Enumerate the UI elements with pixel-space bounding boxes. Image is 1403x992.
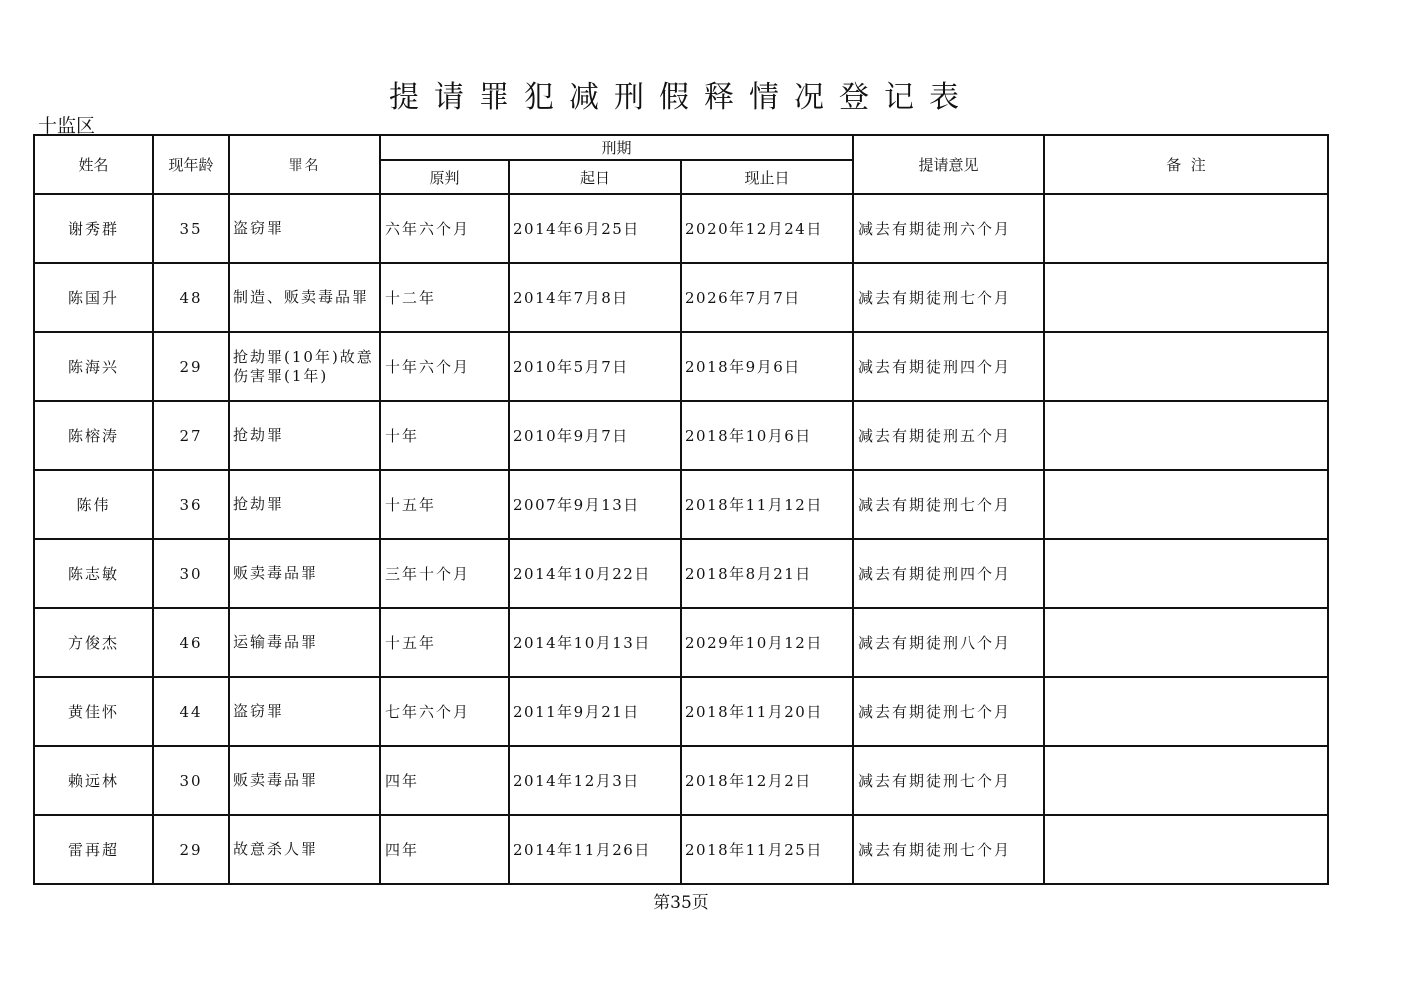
cell-age: 29 [153,815,229,884]
cell-crime: 盗窃罪 [229,677,380,746]
cell-start: 2014年6月25日 [509,194,681,263]
cell-age: 36 [153,470,229,539]
cell-age: 48 [153,263,229,332]
cell-end: 2018年11月20日 [681,677,853,746]
cell-name: 方俊杰 [34,608,153,677]
cell-name: 赖远林 [34,746,153,815]
cell-remarks [1044,401,1328,470]
cell-remarks [1044,332,1328,401]
table-row [34,263,1328,332]
header-opinion: 提请意见 [853,135,1044,194]
cell-crime: 抢劫罪 [229,401,380,470]
cell-age: 30 [153,539,229,608]
cell-end: 2018年11月25日 [681,815,853,884]
cell-original: 六年六个月 [380,194,509,263]
cell-opinion: 减去有期徒刑七个月 [853,263,1044,332]
table-row [34,677,1328,746]
header-crime: 罪名 [229,135,380,194]
header-remarks: 备 注 [1044,135,1328,194]
cell-start: 2014年7月8日 [509,263,681,332]
cell-remarks [1044,263,1328,332]
page-number: 第35页 [653,893,709,913]
cell-remarks [1044,539,1328,608]
table-row [34,746,1328,815]
cell-end: 2018年8月21日 [681,539,853,608]
cell-age: 27 [153,401,229,470]
cell-opinion: 减去有期徒刑七个月 [853,677,1044,746]
table-row [34,332,1328,401]
table-row [34,401,1328,470]
table-row [34,194,1328,263]
table-row [34,815,1328,884]
cell-age: 35 [153,194,229,263]
cell-opinion: 减去有期徒刑七个月 [853,746,1044,815]
cell-age: 46 [153,608,229,677]
cell-end: 2029年10月12日 [681,608,853,677]
header-age: 现年龄 [153,135,229,194]
cell-original: 十二年 [380,263,509,332]
cell-original: 四年 [380,815,509,884]
cell-original: 十年 [380,401,509,470]
cell-remarks [1044,194,1328,263]
cell-remarks [1044,746,1328,815]
cell-crime: 贩卖毒品罪 [229,539,380,608]
cell-start: 2011年9月21日 [509,677,681,746]
cell-age: 29 [153,332,229,401]
cell-end: 2018年10月6日 [681,401,853,470]
header-row-1 [34,135,1328,160]
cell-original: 三年十个月 [380,539,509,608]
cell-end: 2018年9月6日 [681,332,853,401]
cell-opinion: 减去有期徒刑七个月 [853,470,1044,539]
cell-name: 陈伟 [34,470,153,539]
cell-name: 谢秀群 [34,194,153,263]
cell-start: 2010年9月7日 [509,401,681,470]
cell-end: 2020年12月24日 [681,194,853,263]
cell-original: 十五年 [380,470,509,539]
cell-end: 2018年11月12日 [681,470,853,539]
page-title: 提请罪犯减刑假释情况登记表 [389,80,974,115]
table-row [34,608,1328,677]
header-start: 起日 [509,160,681,194]
cell-start: 2014年12月3日 [509,746,681,815]
cell-original: 十年六个月 [380,332,509,401]
cell-age: 30 [153,746,229,815]
cell-remarks [1044,677,1328,746]
cell-remarks [1044,815,1328,884]
header-name: 姓名 [34,135,153,194]
cell-remarks [1044,470,1328,539]
table-row [34,470,1328,539]
header-original: 原判 [380,160,509,194]
cell-start: 2010年5月7日 [509,332,681,401]
cell-start: 2007年9月13日 [509,470,681,539]
cell-crime: 抢劫罪(10年)故意伤害罪(1年) [229,332,380,401]
cell-start: 2014年10月13日 [509,608,681,677]
cell-name: 黄佳怀 [34,677,153,746]
cell-name: 陈榕涛 [34,401,153,470]
cell-crime: 故意杀人罪 [229,815,380,884]
cell-name: 陈志敏 [34,539,153,608]
cell-crime: 制造、贩卖毒品罪 [229,263,380,332]
cell-name: 陈海兴 [34,332,153,401]
cell-opinion: 减去有期徒刑四个月 [853,332,1044,401]
cell-remarks [1044,608,1328,677]
cell-opinion: 减去有期徒刑八个月 [853,608,1044,677]
cell-start: 2014年11月26日 [509,815,681,884]
cell-name: 雷再超 [34,815,153,884]
cell-opinion: 减去有期徒刑七个月 [853,815,1044,884]
register-table [33,134,1329,885]
header-end: 现止日 [681,160,853,194]
cell-name: 陈国升 [34,263,153,332]
cell-end: 2018年12月2日 [681,746,853,815]
cell-crime: 贩卖毒品罪 [229,746,380,815]
cell-opinion: 减去有期徒刑五个月 [853,401,1044,470]
cell-crime: 抢劫罪 [229,470,380,539]
cell-original: 十五年 [380,608,509,677]
cell-opinion: 减去有期徒刑六个月 [853,194,1044,263]
cell-end: 2026年7月7日 [681,263,853,332]
table-row [34,539,1328,608]
cell-start: 2014年10月22日 [509,539,681,608]
district-label: 十监区 [38,115,96,137]
cell-opinion: 减去有期徒刑四个月 [853,539,1044,608]
cell-original: 四年 [380,746,509,815]
cell-original: 七年六个月 [380,677,509,746]
cell-crime: 盗窃罪 [229,194,380,263]
cell-crime: 运输毒品罪 [229,608,380,677]
cell-age: 44 [153,677,229,746]
header-sentence-group: 刑期 [380,135,853,160]
